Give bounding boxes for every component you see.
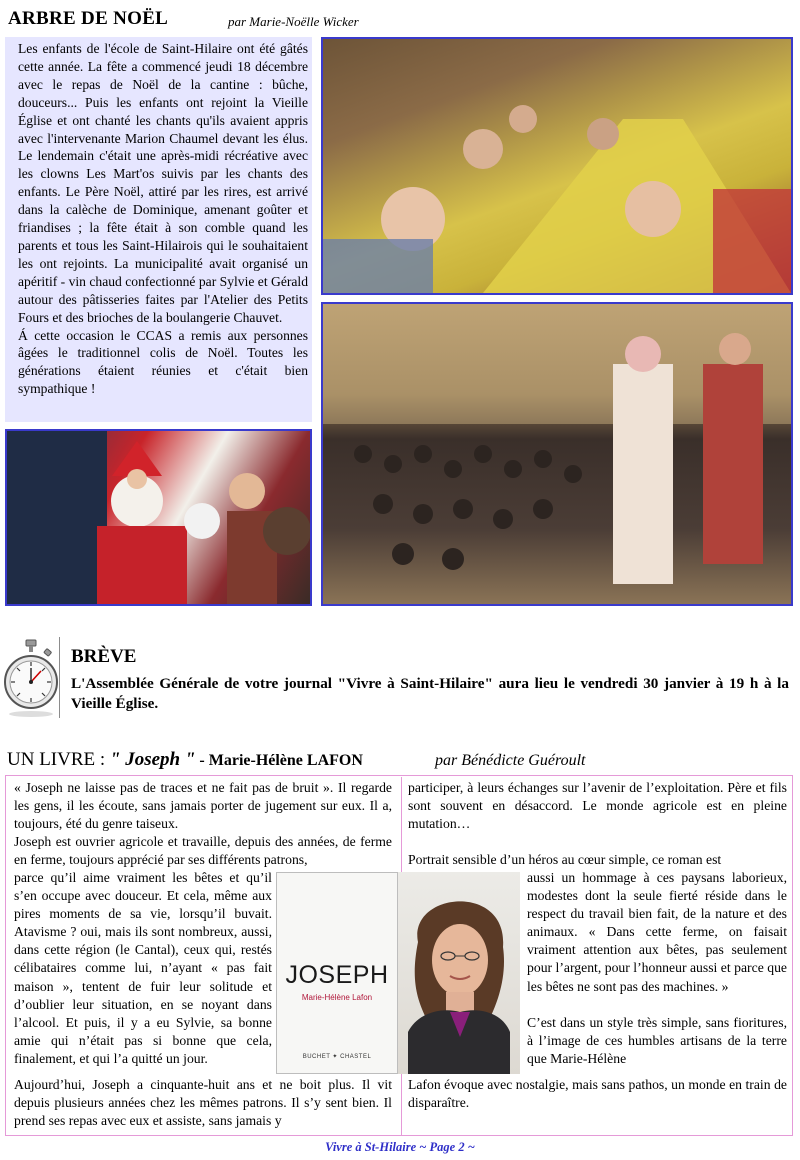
review-paragraph: C’est dans un style très simple, sans fioritures, à l’image de ces humbles artisans de la terre que Marie-Hélène <box>527 1014 787 1066</box>
breve-title: BRÈVE <box>71 646 137 667</box>
divider <box>59 637 60 718</box>
photo-santa <box>5 429 312 606</box>
stopwatch-icon <box>3 638 59 720</box>
book-review-title <box>7 749 363 771</box>
author-photo <box>398 872 520 1074</box>
review-paragraph: Lafon évoque avec nostalgie, mais sans pathos, un monde en train de disparaître. <box>408 1077 787 1111</box>
review-right-wrap <box>527 869 787 1068</box>
page-footer: Vivre à St-Hilaire ~ Page 2 ~ <box>325 1140 475 1154</box>
review-paragraph: Joseph est ouvrier agricole et travaille, depuis des années, de ferme en ferme, toujours apprécié par ses différents patrons, <box>14 834 392 868</box>
article-byline: par Marie-Noëlle Wicker <box>228 14 359 29</box>
book-cover-and-author-photo <box>276 872 520 1074</box>
book-review-byline: par Bénédicte Guéroult <box>435 752 586 769</box>
review-right-column <box>408 779 787 869</box>
review-right-bottom <box>408 1076 787 1112</box>
article-paragraph: Á cette occasion le CCAS a remis aux personnes âgées le traditionnel colis de Noël. Toutes les générations étaient réunies et c'était bien sympathique ! <box>18 327 308 397</box>
article-title: ARBRE DE NOËL <box>8 8 169 29</box>
cover-title: JOSEPH <box>285 961 389 989</box>
review-paragraph: « Joseph ne laisse pas de traces et ne fait pas de bruit ». Il regarde les gens, il les écoute, sans jamais porter de jugement sur eux. Il a, toujours, été du genre taiseux. <box>14 780 392 832</box>
photo-christmas-meal <box>321 37 793 295</box>
review-paragraph: aussi un hommage à ces paysans laborieux, modestes dont la seule fierté réside dans le respect du travail bien fait, de la nature et des animaux. « Dans cette ferme, on faisait vraiment attention aux bêtes, pas seulement pour l’argent, pour l’honneur aussi et parce que les bêtes ne sont pas des machines. » <box>527 870 787 994</box>
review-paragraph: Aujourd’hui, Joseph a cinquante-huit ans et ne boit plus. Il vit depuis plusieurs années chez les mêmes patrons. Il s’y sent bien. Il prend ses repas avec eux et assiste, sans jamais y <box>14 1077 392 1129</box>
review-paragraph: participer, à leurs échanges sur l’avenir de l’exploitation. Père et fils sont souvent en désaccord. Le monde agricole est en pleine mutation… <box>408 780 787 832</box>
review-paragraph: parce qu’il aime vraiment les bêtes et qu’il s’en occupe avec douceur. Et cela, même aux pires moments de sa vie, lorsqu’il buvait. Atavisme ? oui, mais ils sont nombreux, aussi, dans cette région (le Cantal), ceux qui, restés célibataires comme lui, n’ayant « pas fait maison », tentent de fuir leur solitude et d’oublier leur situation, en se noyant dans l’alcool. Et puis, il y a eu Sylvie, sa bonne amie qui n’était pas si bonne que cela, finalement, et qui l’a quitté un jour. <box>14 870 272 1066</box>
article-body <box>5 37 312 422</box>
cover-publisher: BUCHET ✦ CHASTEL <box>302 1054 372 1060</box>
review-left-column <box>14 779 392 869</box>
photo-clowns-show <box>321 302 793 606</box>
review-left-bottom <box>14 1076 392 1130</box>
breve-text: L'Assemblée Générale de votre journal "Vivre à Saint-Hilaire" aura lieu le vendredi 30 janvier à 19 h à la Vieille Église. <box>71 675 789 712</box>
cover-author: Marie-Hélène Lafon <box>301 993 373 1002</box>
title-prefix: UN LIVRE : <box>7 749 110 770</box>
book-author: - Marie-Hélène LAFON <box>195 752 363 769</box>
article-paragraph: Les enfants de l'école de Saint-Hilaire ont été gâtés cette année. La fête a commencé jeudi 18 décembre avec le repas de Noël de la cantine : bûche, douceurs... Puis les enfants ont rejoint la Vieille Église et ont chanté les chants qu'ils avaient appris avec l'intervenante Marion Chaumel devant les élus. Le lendemain c'était une après-midi récréative avec les clowns Les Mart'os suivis par les chants des enfants. Le Père Noël, attiré par les rires, est arrivé dans la calèche de Dominique, amenant goûter et friandises ; la fête était à son comble quand les parents et tous les Saint-Hilairois qui le souhaitaient les ont rejoints. La municipalité avait organisé un apéritif - vin chaud confectionné par Sylvie et Gérald autour des pâtisseries faites par l'Atelier des Petits Fours et des brioches de la boulangerie Chauvet. <box>18 41 308 325</box>
review-left-wrap <box>14 869 272 1068</box>
book-name: " Joseph " <box>109 749 196 770</box>
review-paragraph: Portrait sensible d’un héros au cœur simple, ce roman est <box>408 852 722 868</box>
book-cover <box>276 872 398 1074</box>
